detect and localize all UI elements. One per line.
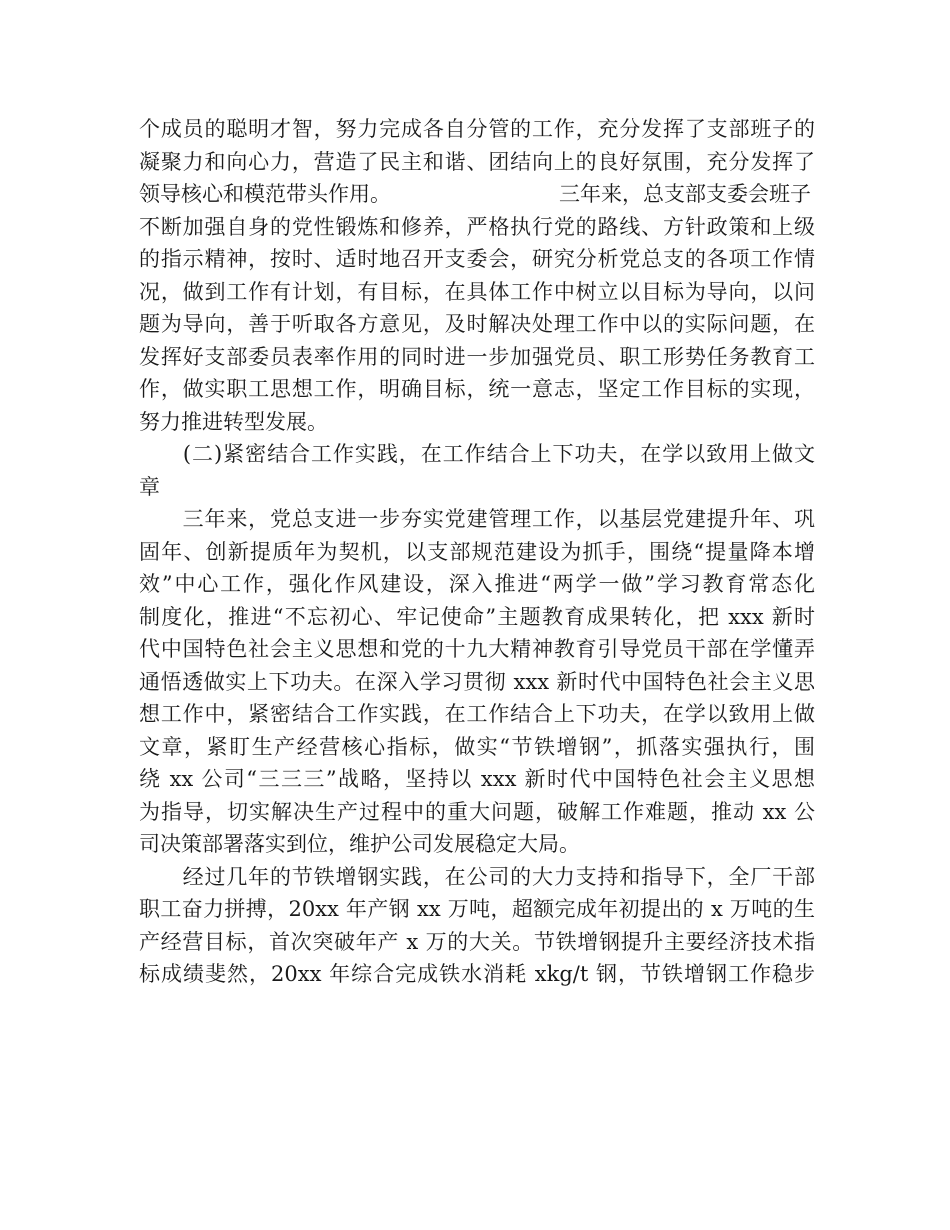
text-line: 固年、创新提质年为契机，以支部规范建设为抓手，围绕“提量降本增 <box>139 539 815 564</box>
text-line: 凝聚力和向心力，营造了民主和谐、团结向上的良好氛围，充分发挥了 <box>139 149 815 174</box>
document-body <box>139 113 815 991</box>
text-line: 发挥好支部委员表率作用的同时进一步加强党员、职工形势任务教育工 <box>139 344 815 369</box>
text-line: 为指导，切实解决生产过程中的重大问题，破解工作难题，推动 xx 公 <box>139 799 815 824</box>
text-line: 三年来，党总支进一步夯实党建管理工作，以基层党建提升年、巩 <box>139 507 815 531</box>
section-heading-line: (二)紧密结合工作实践，在工作结合上下功夫，在学以致用上做文 <box>139 442 815 466</box>
text-line: 标成绩斐然，20xx 年综合完成铁水消耗 xkg/t 钢，节铁增钢工作稳步 <box>139 962 815 986</box>
text-line: 经过几年的节铁增钢实践，在公司的大力支持和指导下，全厂干部 <box>139 864 815 889</box>
text-line: 况，做到工作有计划，有目标，在具体工作中树立以目标为导向，以问 <box>139 279 815 304</box>
text-segment: 领导核心和模范带头作用。 <box>139 182 391 206</box>
text-segment: 三年来，总支部支委会班子 <box>559 182 811 206</box>
text-line: 司决策部署落实到位，维护公司发展稳定大局。 <box>139 832 580 856</box>
text-line: 努力推进转型发展。 <box>139 409 328 434</box>
text-line: 题为导向，善于听取各方意见，及时解决处理工作中以的实际问题，在 <box>139 312 815 336</box>
text-line: 想工作中，紧密结合工作实践，在工作结合上下功夫，在学以致用上做 <box>139 702 815 726</box>
text-line: 不断加强自身的党性锻炼和修养，严格执行党的路线、方针政策和上级 <box>139 214 815 239</box>
text-line: 文章，紧盯生产经营核心指标，做实“节铁增钢”，抓落实强执行，围 <box>139 734 815 759</box>
text-line <box>139 178 815 211</box>
text-line: 通悟透做实上下功夫。在深入学习贯彻 xxx 新时代中国特色社会主义思 <box>139 669 815 694</box>
text-line: 产经营目标，首次突破年产 x 万的大关。节铁增钢提升主要经济技术指 <box>139 929 815 954</box>
text-line: 代中国特色社会主义思想和党的十九大精神教育引导党员干部在学懂弄 <box>139 637 815 661</box>
text-line: 的指示精神，按时、适时地召开支委会，研究分析党总支的各项工作情 <box>139 247 815 271</box>
text-line: 作，做实职工思想工作，明确目标，统一意志，坚定工作目标的实现， <box>139 377 815 401</box>
text-line: 职工奋力拼搏，20xx 年产钢 xx 万吨，超额完成年初提出的 x 万吨的生 <box>139 897 815 921</box>
text-line: 制度化，推进“不忘初心、牢记使命”主题教育成果转化，把 xxx 新时 <box>139 604 815 629</box>
text-line: 效”中心工作，强化作风建设，深入推进“两学一做”学习教育常态化 <box>139 572 815 596</box>
text-line: 个成员的聪明才智，努力完成各自分管的工作，充分发挥了支部班子的 <box>139 117 815 141</box>
text-line: 绕 xx 公司“三三三”战略，坚持以 xxx 新时代中国特色社会主义思想 <box>139 767 815 791</box>
section-heading-line: 章 <box>139 474 160 499</box>
